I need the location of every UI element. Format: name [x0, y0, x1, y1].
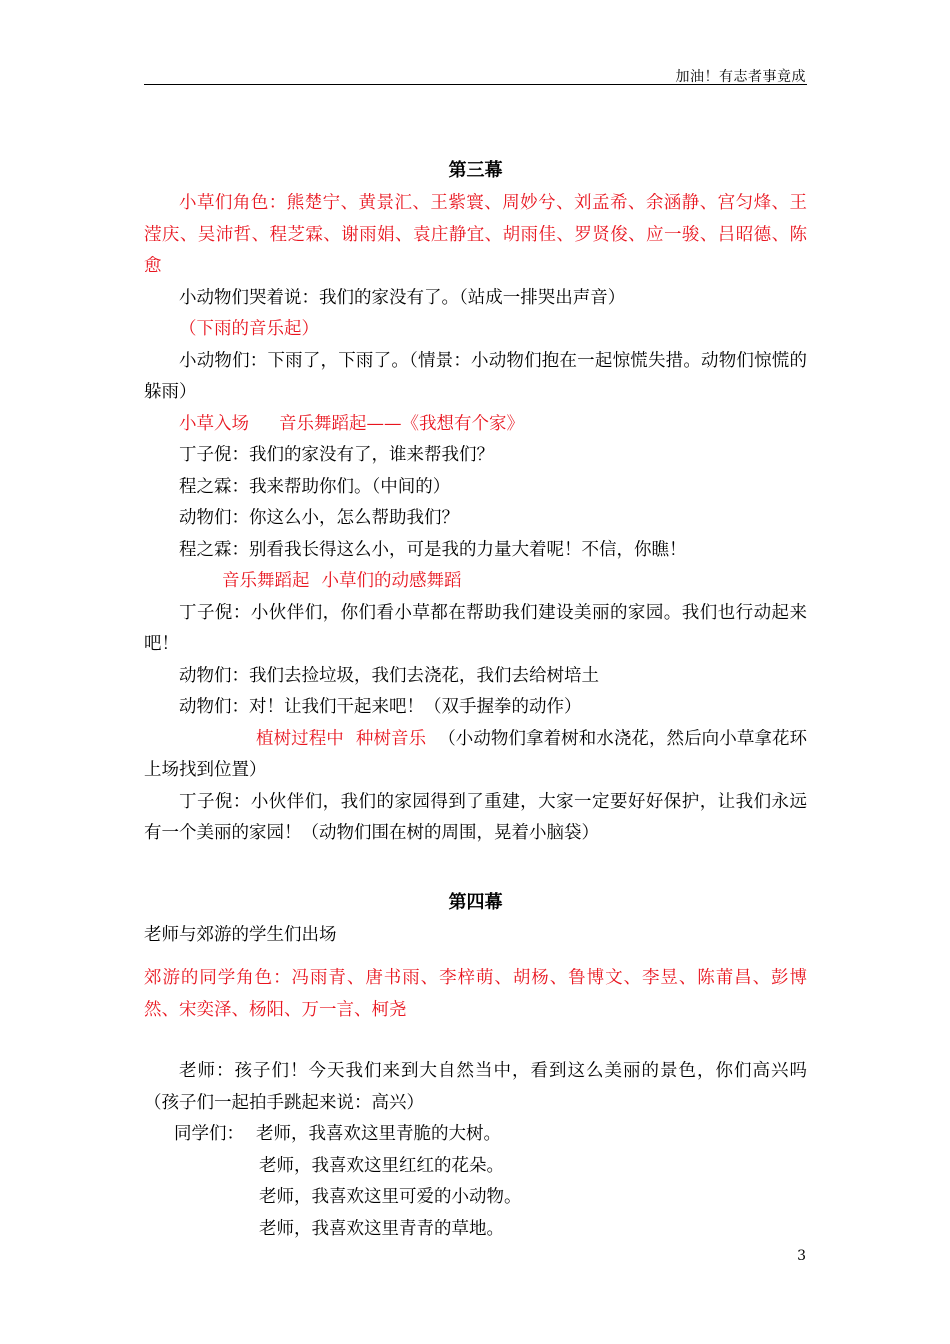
header-motto: 加油！有志者事竟成	[675, 69, 806, 85]
students-line: 老师，我喜欢这里青脆的大树。	[256, 1124, 501, 1144]
dialogue-line: 老师：孩子们！今天我们来到大自然当中，看到这么美丽的景色，你们高兴吗（孩子们一起拍手跳起来说：高兴）	[144, 1061, 807, 1113]
scene-three-cast: 小草们角色：熊楚宁、黄景汇、王紫寰、周妙兮、刘孟希、余涵静、宫匀烽、王滢庆、吴沛哲、程芝霖、谢雨娟、袁庄静宜、胡雨佳、罗贤俊、应一骏、吕昭德、陈愈	[144, 193, 807, 276]
scene-four-cast: 郊游的同学角色：冯雨青、唐书雨、李梓萌、胡杨、鲁博文、李昱、陈莆昌、彭博然、宋奕泽、杨阳、万一言、柯尧	[144, 968, 807, 1020]
students-line: 老师，我喜欢这里青青的草地。	[259, 1218, 504, 1239]
cue-grass-enter: 小草入场	[179, 413, 249, 434]
students-line-first	[144, 1119, 807, 1151]
dialogue-line: 小动物们哭着说：我们的家没有了。（站成一排哭出声音）	[179, 287, 626, 308]
students-speaker: 同学们：	[174, 1124, 244, 1144]
cue-tree-direction: （小动物们拿着树和水浇花，然后向小草拿花环上场找到位置）	[144, 728, 808, 780]
cue-dance-music: 音乐舞蹈起——《我想有个家》	[279, 413, 524, 434]
cue-grass-dance: 小草们的动感舞蹈	[321, 571, 462, 591]
dialogue-line: 动物们：你这么小，怎么帮助我们？	[179, 508, 459, 528]
dialogue-line: 丁子倪：我们的家没有了，谁来帮我们？	[179, 445, 494, 465]
dialogue-line: 丁子倪：小伙伴们，我们的家园得到了重建，大家一定要好好保护，让我们永远有一个美丽的家园！（动物们围在树的周围，晃着小脑袋）	[144, 791, 807, 843]
stage-cue-dance	[144, 566, 807, 598]
page-number: 3	[797, 1248, 806, 1264]
cue-dance-start: 音乐舞蹈起	[222, 571, 310, 591]
header-divider	[144, 84, 807, 85]
students-line: 老师，我喜欢这里红红的花朵。	[259, 1155, 504, 1176]
document-body	[144, 154, 807, 1245]
cue-tree-planting: 植树过程中	[256, 728, 344, 749]
scene-four-title: 第四幕	[448, 891, 503, 913]
dialogue-line: 丁子倪：小伙伴们，你们看小草都在帮助我们建设美丽的家园。我们也行动起来吧！	[144, 602, 807, 654]
stage-cue-grass-enter	[144, 409, 807, 441]
dialogue-line: 程之霖：我来帮助你们。（中间的）	[179, 476, 451, 497]
scene-four-intro: 老师与郊游的学生们出场	[144, 924, 337, 945]
stage-cue-tree-planting	[144, 724, 807, 787]
stage-cue-rain: （下雨的音乐起）	[179, 319, 319, 339]
scene-three-title: 第三幕	[448, 160, 503, 181]
dialogue-line: 动物们：我们去捡垃圾，我们去浇花，我们去给树培土	[179, 665, 599, 686]
cue-tree-music: 种树音乐	[355, 728, 427, 749]
students-line: 老师，我喜欢这里可爱的小动物。	[259, 1187, 522, 1207]
dialogue-line: 动物们：对！让我们干起来吧！（双手握拳的动作）	[179, 697, 582, 717]
dialogue-line: 程之霖：别看我长得这么小，可是我的力量大着呢！不信，你瞧！	[179, 539, 687, 560]
dialogue-line: 小动物们：下雨了，下雨了。（情景：小动物们抱在一起惊慌失措。动物们惊慌的躲雨）	[144, 350, 807, 402]
